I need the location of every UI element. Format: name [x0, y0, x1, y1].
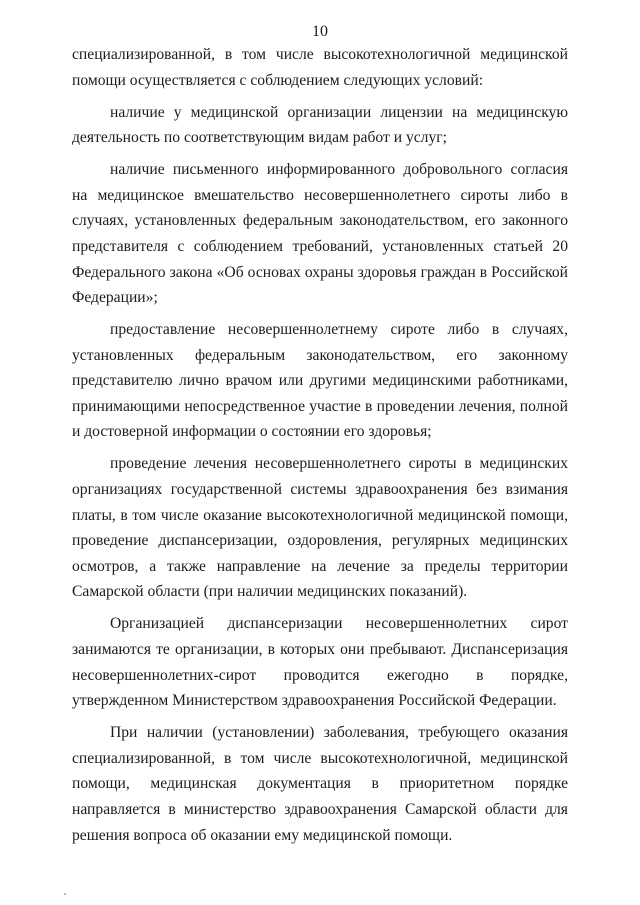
paragraph-dispensarization: Организацией диспансеризации несовершеннолетних сирот занимаются те организации, в которых они пребывают. Диспансеризация несовершеннолетних-сирот проводится ежегодно в порядке, утвержденном Министерством здравоохранения Российской Федерации. — [72, 615, 568, 710]
paragraph-license-condition: наличие у медицинской организации лицензии на медицинскую деятельность по соответствующим видам работ и услуг; — [72, 103, 568, 147]
page-number: 10 — [312, 23, 328, 40]
scan-speck — [64, 893, 66, 895]
paragraph-continuation: специализированной, в том числе высокотехнологичной медицинской помощи осуществляется с соблюдением следующих условий: — [72, 46, 568, 89]
paragraph-consent-condition: наличие письменного информированного добровольного согласия на медицинское вмешательство несовершеннолетнего сироты либо в случаях, установленных федеральным законодательством, его законного представителя с соблюдением требований, установленных статьей 20 Федерального закона «Об основах охраны здоровья граждан в Российской Федерации»; — [72, 161, 568, 307]
paragraph-information-condition: предоставление несовершеннолетнему сироте либо в случаях, установленных федеральным законодательством, его законному представителю лично врачом или другими медицинскими работниками, принимающими непосредственное участие в проведении лечения, полной и достоверной информации о состоянии его здоровья; — [72, 321, 568, 441]
document-body — [72, 42, 568, 848]
paragraph-specialized-care: При наличии (установлении) заболевания, требующего оказания специализированной, в том числе высокотехнологичной, медицинской помощи, медицинская документация в приоритетном порядке направляется в министерство здравоохранения Самарской области для решения вопроса об оказании ему медицинской помощи. — [72, 724, 568, 844]
paragraph-free-treatment-condition: проведение лечения несовершеннолетнего сироты в медицинских организациях государственной системы здравоохранения без взимания платы, в том числе оказание высокотехнологичной медицинской помощи, проведение диспансеризации, оздоровления, регулярных медицинских осмотров, а также направление на лечение за пределы территории Самарской области (при наличии медицинских показаний). — [72, 455, 568, 601]
